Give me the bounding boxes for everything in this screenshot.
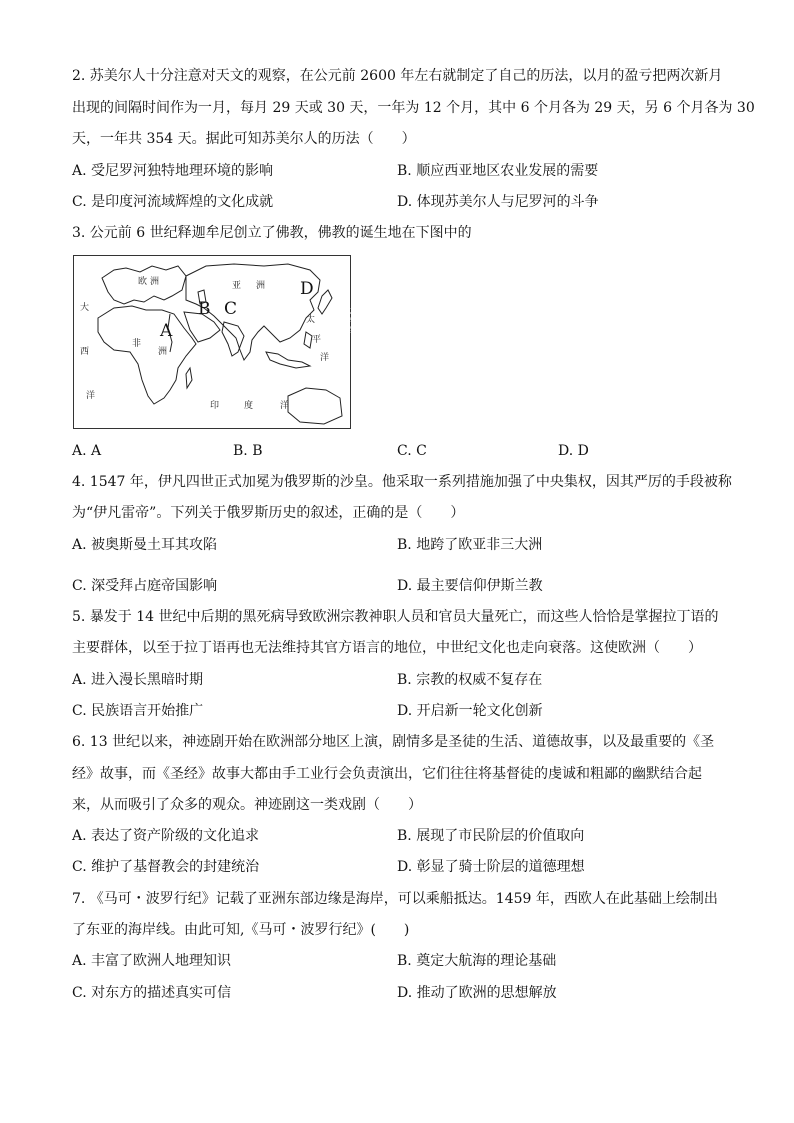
question-6-line-3: 来，从而吸引了众多的观众。神迹剧这一类戏剧（ ） bbox=[72, 797, 422, 813]
question-4-option-d: D. 最主要信仰伊斯兰教 bbox=[397, 578, 543, 594]
question-7-option-a: A. 丰富了欧洲人地理知识 bbox=[72, 953, 232, 969]
map-label-yin: 印 bbox=[210, 401, 220, 411]
map-label-zhou-3: 洲 bbox=[158, 347, 168, 357]
map-point-d: D bbox=[300, 279, 314, 299]
map-point-c: C bbox=[224, 299, 238, 319]
question-2-option-d: D. 体现苏美尔人与尼罗河的斗争 bbox=[397, 194, 599, 210]
world-map-figure bbox=[73, 255, 354, 429]
question-5-option-a: A. 进入漫长黑暗时期 bbox=[72, 672, 204, 688]
map-label-tai-east: 太 bbox=[306, 315, 316, 325]
question-6-option-a: A. 表达了资产阶级的文化追求 bbox=[72, 828, 260, 844]
map-label-tai-2: 太 bbox=[344, 307, 354, 317]
map-label-ping-east: 平 bbox=[312, 335, 322, 345]
question-6-option-d: D. 彰显了骑士阶层的道德理想 bbox=[397, 859, 585, 875]
map-label-xi: 西 bbox=[80, 347, 90, 357]
question-2-line-3: 天，一年共 354 天。据此可知苏美尔人的历法（ ） bbox=[72, 131, 416, 147]
map-label-ou: 欧 bbox=[138, 277, 148, 287]
map-point-a: A bbox=[160, 321, 173, 341]
map-label-yang-east: 洋 bbox=[320, 353, 330, 363]
map-label-yang-2: 洋 bbox=[344, 327, 354, 337]
indonesia-outline bbox=[266, 352, 310, 368]
question-7-option-d: D. 推动了欧洲的思想解放 bbox=[397, 985, 557, 1001]
question-4-option-b: B. 地跨了欧亚非三大洲 bbox=[397, 537, 543, 553]
map-label-fei: 非 bbox=[132, 339, 142, 349]
question-7-option-b: B. 奠定大航海的理论基础 bbox=[397, 953, 557, 969]
question-3-line-1: 3. 公元前 6 世纪释迦牟尼创立了佛教，佛教的诞生地在下图中的 bbox=[72, 225, 472, 241]
africa-coastline bbox=[98, 306, 196, 404]
question-7-option-c: C. 对东方的描述真实可信 bbox=[72, 985, 232, 1001]
question-5-option-d: D. 开启新一轮文化创新 bbox=[397, 703, 543, 719]
map-label-ping-2: 平 bbox=[344, 317, 354, 327]
world-map-svg bbox=[74, 256, 354, 428]
question-3-option-a: A. A bbox=[72, 443, 102, 459]
philippines-outline bbox=[304, 332, 312, 348]
question-4-option-c: C. 深受拜占庭帝国影响 bbox=[72, 578, 218, 594]
question-3-option-c: C. C bbox=[397, 443, 427, 459]
question-3-option-d: D. D bbox=[558, 443, 589, 459]
map-label-ya: 亚 bbox=[232, 281, 242, 291]
map-label-zhou-1: 洲 bbox=[150, 277, 160, 287]
question-2-option-a: A. 受尼罗河独特地理环境的影响 bbox=[72, 163, 274, 179]
question-5-line-2: 主要群体，以至于拉丁语再也无法维持其官方语言的地位，中世纪文化也走向衰落。这使欧洲（ ） bbox=[72, 640, 702, 656]
question-6-line-2: 经》故事，而《圣经》故事大都由手工业行会负责演出，它们往往将基督徒的虔诚和粗鄙的幽默结合起 bbox=[72, 766, 702, 782]
question-2-line-2: 出现的间隔时间作为一月，每月 29 天或 30 天，一年为 12 个月，其中 6 个月各为 29 天，另 6 个月各为 30 bbox=[72, 100, 755, 116]
question-7-line-2: 了东亚的海岸线。由此可知,《马可・波罗行纪》( ) bbox=[72, 922, 410, 938]
australia-coastline bbox=[288, 388, 342, 424]
map-label-yang-west: 洋 bbox=[86, 391, 96, 401]
question-6-option-c: C. 维护了基督教会的封建统治 bbox=[72, 859, 260, 875]
map-point-b: B bbox=[198, 299, 211, 319]
question-5-option-b: B. 宗教的权威不复存在 bbox=[397, 672, 543, 688]
question-4-option-a: A. 被奥斯曼土耳其攻陷 bbox=[72, 537, 218, 553]
question-2-option-c: C. 是印度河流域辉煌的文化成就 bbox=[72, 194, 274, 210]
question-6-line-1: 6. 13 世纪以来，神迹剧开始在欧洲部分地区上演，剧情多是圣徒的生活、道德故事，以及最重要的《圣 bbox=[72, 734, 715, 750]
question-3-option-b: B. B bbox=[233, 443, 263, 459]
madagascar-outline bbox=[186, 368, 192, 388]
map-label-da: 大 bbox=[80, 303, 90, 313]
map-label-zhou-2: 洲 bbox=[256, 281, 266, 291]
japan-outline bbox=[318, 290, 332, 314]
question-4-line-1: 4. 1547 年，伊凡四世正式加冕为俄罗斯的沙皇。他采取一系列措施加强了中央集权，因其严厉的手段被称 bbox=[72, 474, 732, 490]
question-2-option-b: B. 顺应西亚地区农业发展的需要 bbox=[397, 163, 599, 179]
question-7-line-1: 7. 《马可・波罗行纪》记载了亚洲东部边缘是海岸，可以乘船抵达。1459 年，西欧人在此基础上绘制出 bbox=[72, 891, 718, 907]
question-5-option-c: C. 民族语言开始推广 bbox=[72, 703, 204, 719]
map-label-yang-south: 洋 bbox=[280, 401, 290, 411]
map-label-du: 度 bbox=[244, 401, 254, 411]
question-5-line-1: 5. 暴发于 14 世纪中后期的黑死病导致欧洲宗教神职人员和官员大量死亡，而这些人恰恰是掌握拉丁语的 bbox=[72, 609, 719, 625]
question-4-line-2: 为“伊凡雷帝”。下列关于俄罗斯历史的叙述，正确的是（ ） bbox=[72, 505, 465, 521]
question-6-option-b: B. 展现了市民阶层的价值取向 bbox=[397, 828, 585, 844]
question-2-line-1: 2. 苏美尔人十分注意对天文的观察，在公元前 2600 年左右就制定了自己的历法，以月的盈亏把两次新月 bbox=[72, 68, 723, 84]
